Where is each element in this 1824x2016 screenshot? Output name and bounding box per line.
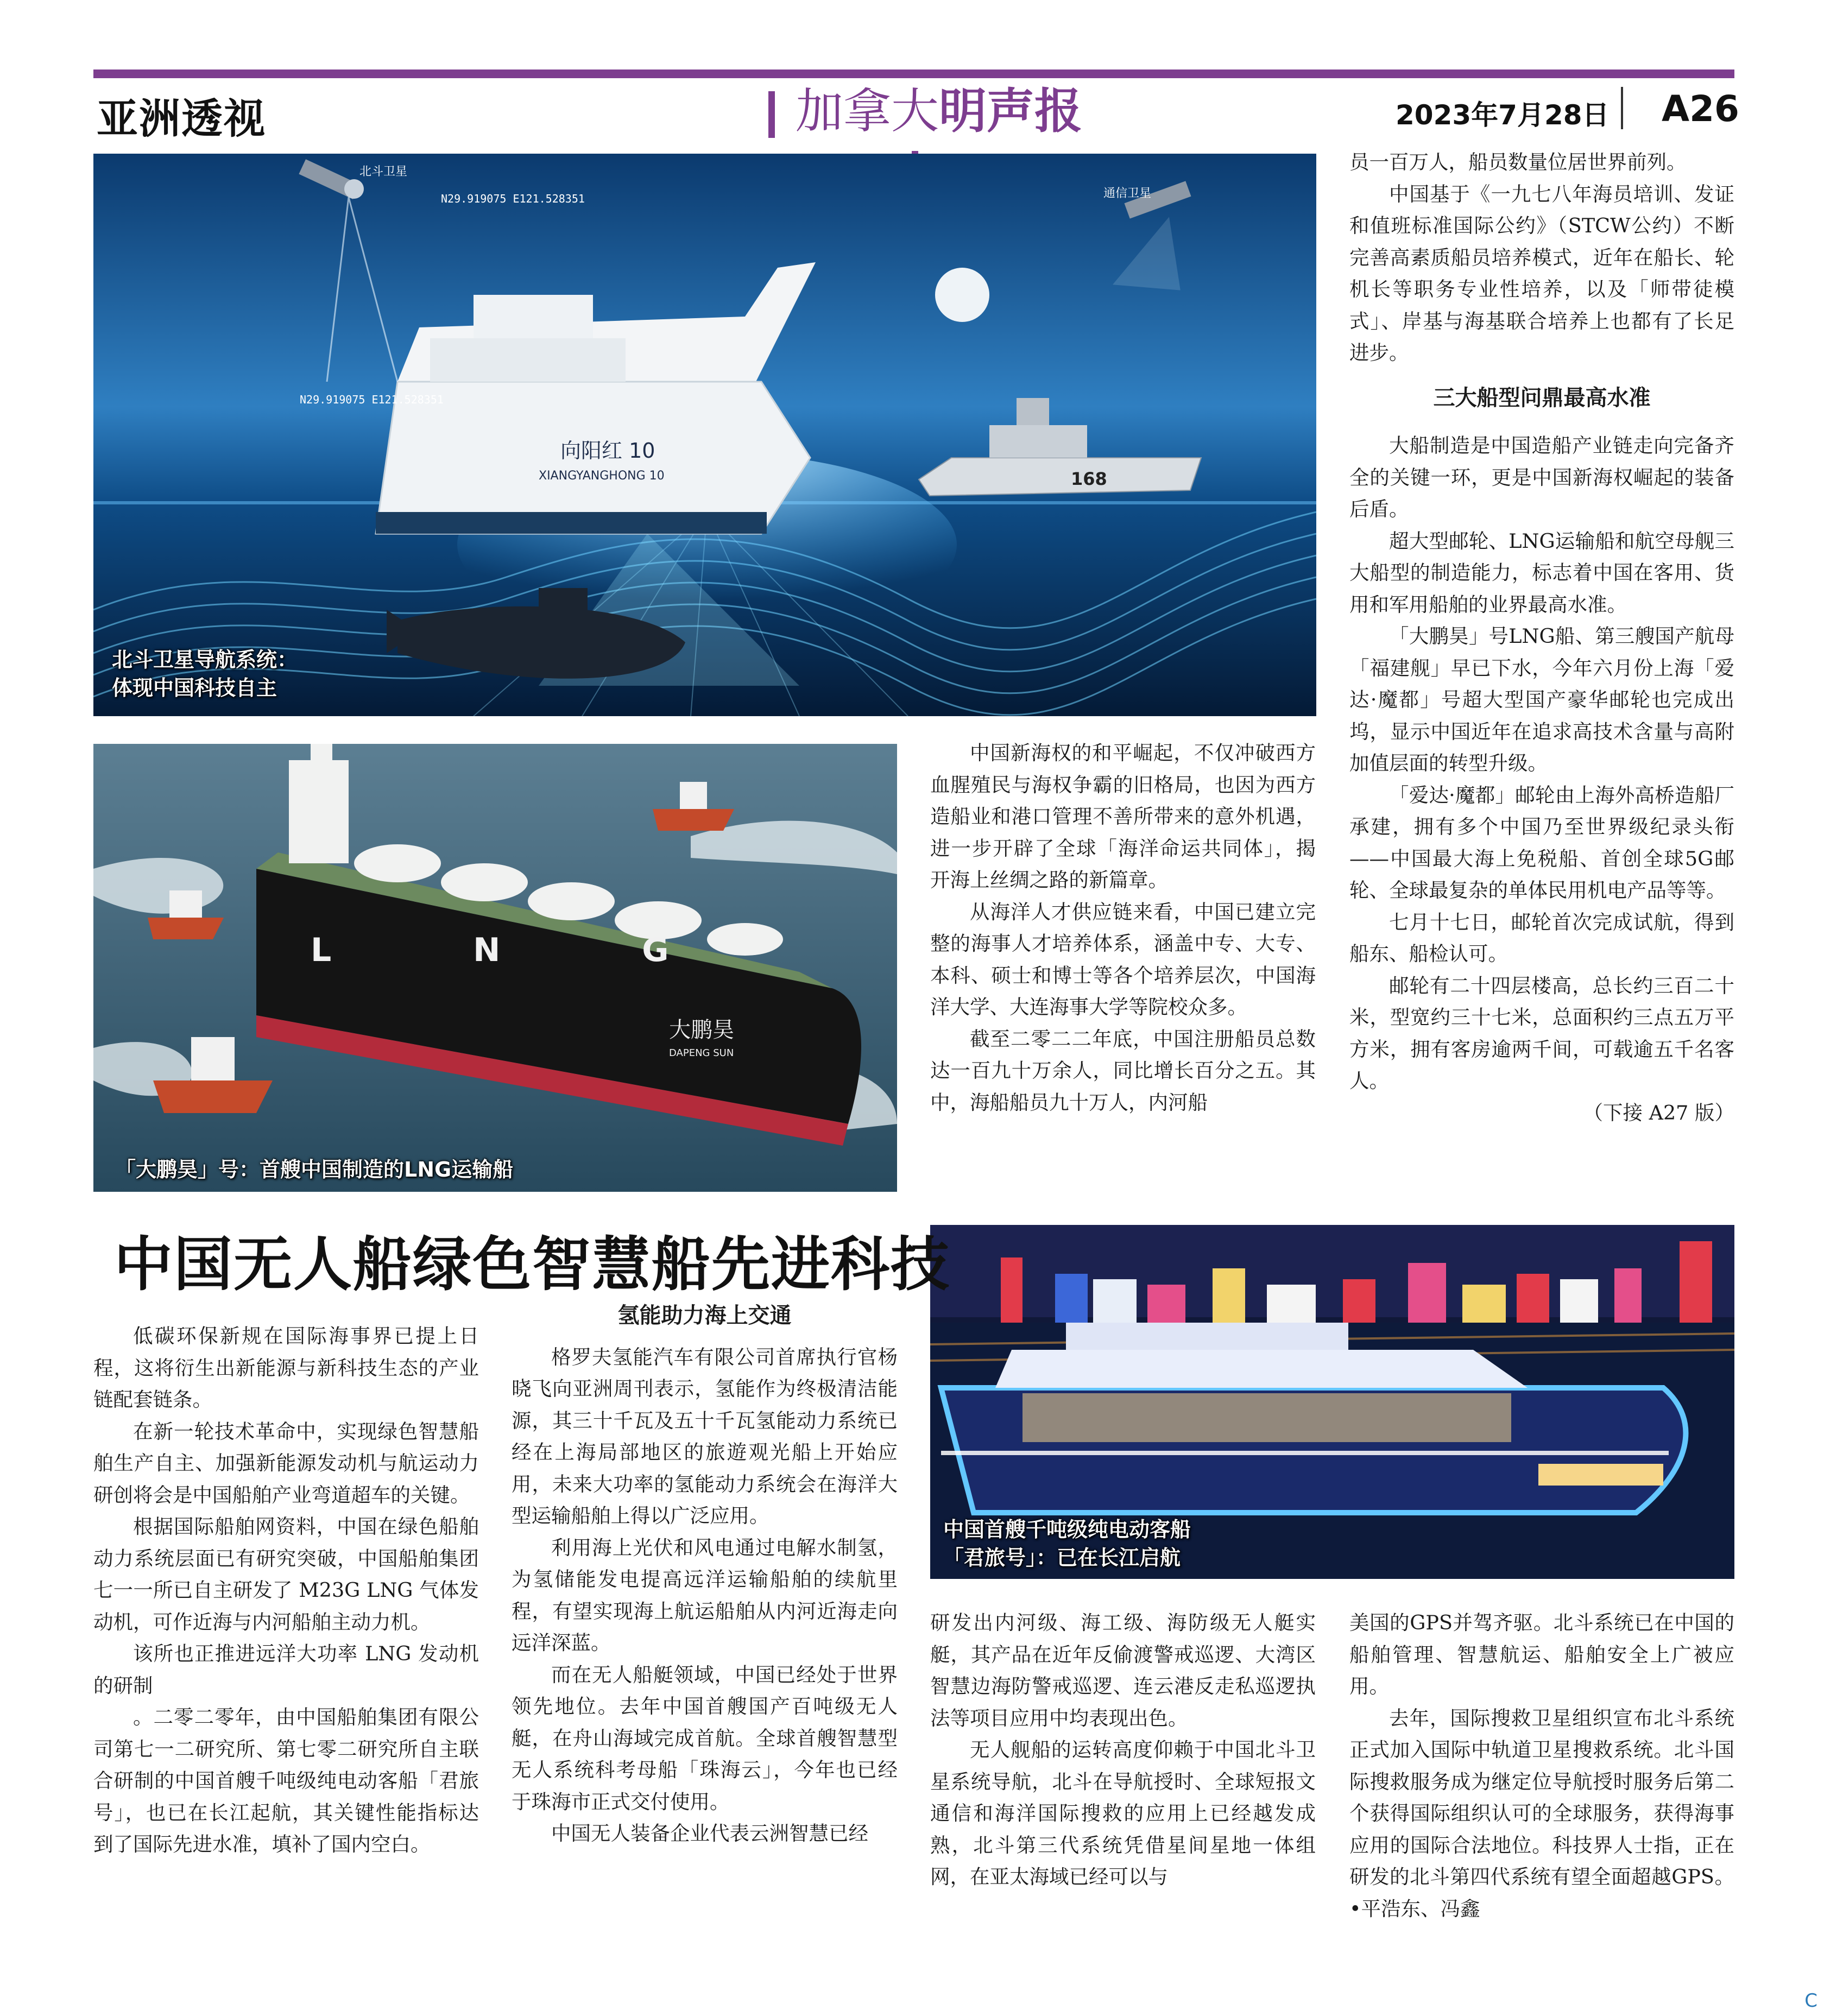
issue-date: 2023年7月28日 — [1396, 99, 1610, 131]
photo-caption-lng: 「大鹏昊」号：首艘中国制造的LNG运输船 — [115, 1158, 514, 1181]
article-column-right — [1349, 147, 1734, 1129]
paragraph: 超大型邮轮、LNG运输船和航空母舰三大船型的制造能力，标志着中国在客用、货用和军用船舶的业界最高水准。 — [1349, 529, 1734, 616]
corner-mark: C — [1804, 1990, 1817, 2012]
ship-name-label: 向阳红 10 — [560, 439, 655, 463]
article-column-4 — [1349, 1607, 1734, 1925]
beidou-illustration — [93, 154, 1316, 716]
lng-ship-name: 大鹏昊 — [669, 1018, 734, 1042]
frigate-hull-number: 168 — [1071, 469, 1107, 489]
paragraph: 格罗夫氢能汽车有限公司首席执行官杨晓飞向亚洲周刊表示，氢能作为终极清洁能源，其三十千瓦及五十千瓦氢能动力系统已经在上海局部地区的旅遊观光船上开始应用，未来大功率的氢能动力系统会在海洋大型运输船舶上得以广泛应用。 — [512, 1345, 898, 1527]
masthead — [739, 81, 1091, 141]
photo-electric-ferry — [930, 1225, 1734, 1579]
caption-line: 北斗卫星导航系统： — [112, 648, 298, 672]
lng-ship-pinyin: DAPENG SUN — [669, 1047, 734, 1059]
page-number: A26 — [1662, 88, 1739, 130]
article-column-middle — [930, 737, 1316, 1118]
continued-note: （下接 A27 版） — [1583, 1101, 1734, 1124]
paragraph: 从海洋人才供应链来看，中国已建立完整的海事人才培养体系，涵盖中专、大专、本科、硕士和博士等各个培养层次，中国海洋大学、大连海事大学等院校众多。 — [930, 900, 1316, 1019]
paragraph: 无人舰船的运转高度仰赖于中国北斗卫星系统导航，北斗在导航授时、全球短报文通信和海洋国际搜救的应用上已经越发成熟，北斗第三代系统凭借星间星地一体组网，在亚太海域已经可以与 — [930, 1738, 1316, 1888]
caption-line: 「君旅号」：已在长江启航 — [943, 1546, 1181, 1570]
photo-caption-beidou — [112, 646, 298, 702]
paragraph: 该所也正推进远洋大功率 LNG 发动机的研制 — [93, 1642, 479, 1697]
radar-dome-icon — [935, 268, 989, 322]
paragraph: 利用海上光伏和风电通过电解水制氢，为氢储能发电提高远洋运输船舶的续航里程，有望实现海上航运船舶从内河近海走向远洋深蓝。 — [512, 1535, 898, 1654]
coordinate-label-1: N29.919075 E121.528351 — [441, 192, 585, 205]
masthead-bar-left — [768, 91, 775, 138]
paragraph: 在新一轮技术革命中，实现绿色智慧船舶生产自主、加强新能源发动机与航运动力研创将会是中国船舶产业弯道超车的关键。 — [93, 1419, 479, 1507]
paragraph: 中国基于《一九七八年海员培训、发证和值班标准国际公约》（STCW公约）不断完善高素质船员培养模式，近年在船长、轮机长等职务专业性培养，以及「师带徒模式」、岸基与海基联合培养上也都有了长足进步。 — [1349, 182, 1734, 364]
paragraph: 。二零二零年，由中国船舶集团有限公司第七一二研究所、第七零二研究所自主联合研制的中国首艘千吨级纯电动客船「君旅号」，也已在长江起航，其关键性能指标达到了国际先进水准，填补了国内空白。 — [93, 1705, 479, 1856]
coordinate-label-2: N29.919075 E121.528351 — [300, 393, 444, 406]
header-divider — [1621, 87, 1623, 129]
paragraph: 邮轮有二十四层楼高，总长约三百二十米，型宽约三十七米，总面积约三点五万平方米，拥有客房逾两千间，可载逾五千名客人。 — [1349, 974, 1734, 1092]
paragraph: 「爱达·魔都」邮轮由上海外高桥造船厂承建，拥有多个中国乃至世界级纪录头衔——中国最大海上免税船、首创全球5G邮轮、全球最复杂的单体民用机电产品等等。 — [1349, 783, 1734, 902]
paragraph: 员一百万人，船员数量位居世界前列。 — [1349, 150, 1687, 174]
comm-sat-label: 通信卫星 — [1103, 187, 1152, 200]
paragraph: 「大鹏昊」号LNG船、第三艘国产航母「福建舰」早已下水，今年六月份上海「爱达·魔都」号超大型国产豪华邮轮也完成出坞，显示中国近年在追求高技术含量与高附加值层面的转型升级。 — [1349, 624, 1734, 775]
photo-beidou-navigation — [93, 154, 1316, 716]
section-title: 亚洲透视 — [97, 94, 266, 143]
paragraph: 中国无人装备企业代表云洲智慧已经 — [551, 1822, 868, 1845]
lng-ship-illustration — [93, 744, 897, 1192]
masthead-name-part2: 明声报 — [939, 83, 1083, 139]
paragraph: 美国的GPS并驾齐驱。北斗系统已在中国的船舶管理、智慧航运、船舶安全上广被应用。 — [1349, 1611, 1734, 1698]
ship-pinyin-label: XIANGYANGHONG 10 — [539, 469, 665, 483]
paragraph: 而在无人船艇领域，中国已经处于世界领先地位。去年中国首艘国产百吨级无人艇，在舟山海域完成首航。全球首艘智慧型无人系统科考母船「珠海云」，今年也已经于珠海市正式交付使用。 — [512, 1663, 898, 1813]
article-column-2 — [512, 1291, 898, 1850]
masthead-name-part1: 加拿大 — [795, 83, 939, 139]
article-column-1 — [93, 1320, 479, 1861]
photo-lng-carrier — [93, 744, 897, 1192]
article-headline: 中国无人船绿色智慧船先进科技 — [114, 1231, 951, 1299]
paragraph: 研发出内河级、海工级、海防级无人艇实艇，其产品在近年反偷渡警戒巡逻、大湾区智慧边海防警戒巡逻、连云港反走私巡逻执法等项目应用中均表现出色。 — [930, 1611, 1316, 1730]
subheading: 三大船型问鼎最高水准 — [1433, 384, 1651, 410]
beidou-label: 北斗卫星 — [359, 165, 408, 179]
hull-lng-letters: L N G — [311, 931, 734, 969]
photo-caption-ferry — [943, 1515, 1191, 1572]
paragraph: 七月十七日，邮轮首次完成试航，得到船东、船检认可。 — [1349, 910, 1734, 965]
header-rule — [93, 69, 1734, 78]
caption-line: 体现中国科技自主 — [112, 676, 277, 700]
paragraph: 截至二零二二年底，中国注册船员总数达一百九十万余人，同比增长百分之五。其中，海船船员九十万人，内河船 — [930, 1027, 1316, 1114]
caption-line: 中国首艘千吨级纯电动客船 — [943, 1518, 1191, 1541]
paragraph: 中国新海权的和平崛起，不仅冲破西方血腥殖民与海权争霸的旧格局，也因为西方造船业和港口管理不善所带来的意外机遇，进一步开辟了全球「海洋命运共同体」，揭开海上丝绸之路的新篇章。 — [930, 741, 1316, 892]
paragraph: 低碳环保新规在国际海事界已提上日程，这将衍生出新能源与新科技生态的产业链配套链条。 — [93, 1324, 479, 1411]
paragraph: 根据国际船舶网资料，中国在绿色船舶动力系统层面已有研究突破，中国船舶集团七一一所已自主研发了 M23G LNG 气体发动机，可作近海与内河船舶主动力机。 — [93, 1515, 479, 1634]
paragraph: 大船制造是中国造船产业链走向完备齐全的关键一环，更是中国新海权崛起的装备后盾。 — [1349, 434, 1734, 521]
subheading: 氢能助力海上交通 — [617, 1303, 792, 1328]
paragraph: 去年，国际搜救卫星组织宣布北斗系统正式加入国际中轨道卫星搜救系统。北斗国际搜救服务成为继定位导航授时服务后第二个获得国际组织认可的全球服务，获得海事应用的国际合法地位。科技界人士指，正在研发的北斗第四代系统有望全面超越GPS。 •平浩东、冯鑫 — [1349, 1706, 1734, 1920]
article-column-3 — [930, 1607, 1316, 1893]
